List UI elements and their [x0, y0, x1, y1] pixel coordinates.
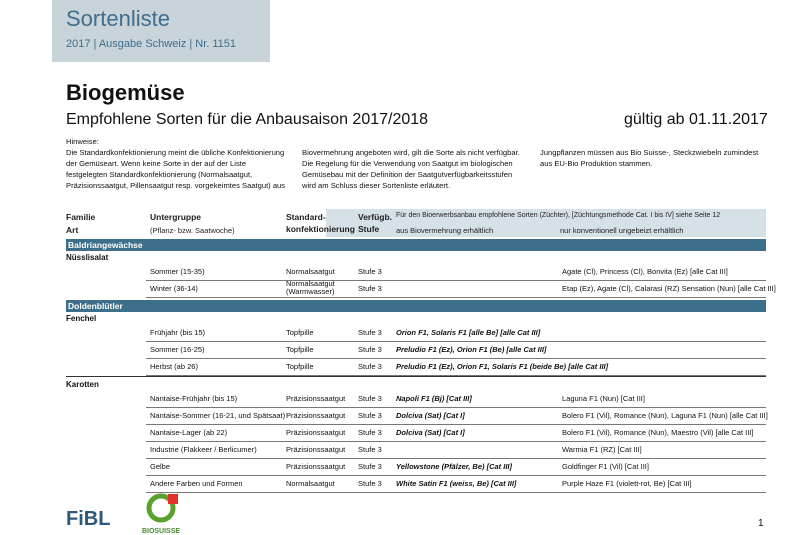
stufe-cell: Stufe 3 — [358, 462, 382, 471]
table-row — [146, 279, 776, 298]
stufe-cell: Stufe 3 — [358, 267, 382, 276]
series-subtitle: 2017 | Ausgabe Schweiz | Nr. 1151 — [66, 38, 237, 50]
bio-varieties-cell: Dolciva (Sat) [Cat I] — [396, 411, 465, 420]
konfektionierung-cell: Normalsaatgut — [286, 479, 335, 488]
stufe-cell: Stufe 3 — [358, 328, 382, 337]
notes-col1 — [66, 136, 288, 191]
art-label: Karotten — [66, 380, 99, 389]
konv-varieties-cell: Agate (Cl), Princess (Cl), Bonvita (Ez) [alle Cat III] — [562, 267, 728, 276]
konfektionierung-cell: Präzisionssaatgut — [286, 462, 346, 471]
table-row — [146, 342, 766, 359]
bio-varieties-cell: Napoli F1 (Bj) [Cat III] — [396, 394, 472, 403]
konfektionierung-cell: Normalsaatgut — [286, 267, 335, 276]
untergruppe-cell: Nantaise-Lager (ab 22) — [150, 428, 228, 437]
th-untergruppe-sub: (Pflanz- bzw. Saatwoche) — [150, 226, 235, 235]
notes-col3: Jungpflanzen müssen aus Bio Suisse-, Steckzwiebeln zumindest aus EU-Bio Produktion stammen. — [540, 148, 759, 168]
konfektionierung-cell: Präzisionssaatgut — [286, 428, 346, 437]
konv-varieties-cell: Bolero F1 (Vil), Romance (Nun), Laguna F1 (Nun) [alle Cat III] — [562, 411, 768, 420]
table-row — [146, 264, 766, 281]
untergruppe-cell: Sommer (15-35) — [150, 267, 205, 276]
untergruppe-cell: Herbst (ab 26) — [150, 362, 198, 371]
konv-varieties-cell: Purple Haze F1 (violett-rot, Be) [Cat III] — [562, 479, 692, 488]
stufe-cell: Stufe 3 — [358, 345, 382, 354]
bio-varieties-cell: Yellowstone (Pfälzer, Be) [Cat III] — [396, 462, 512, 471]
konfektionierung-cell: Normalsaatgut (Warmwasser) — [286, 279, 335, 296]
bud-icon — [134, 493, 188, 523]
page-subtitle: Empfohlene Sorten für die Anbausaison 2017/2018 — [66, 111, 429, 128]
valid-date: gültig ab 01.11.2017 — [624, 111, 768, 128]
bio-varieties-cell: Dolciva (Sat) [Cat I] — [396, 428, 465, 437]
notes-col2: Biovermehrung angeboten wird, gilt die Sorte als nicht verfügbar. Die Regelung für die Verwendung von Saatgut im biologischen Gemüsebau mit der Definition der Saatgutverfügbarkeitsstufen wird am Schluss dieser Sortenliste erläutert. — [302, 148, 520, 190]
bio-varieties-cell: Orion F1, Solaris F1 [alle Be] [alle Cat III] — [396, 328, 541, 337]
stufe-cell: Stufe 3 — [358, 479, 382, 488]
stufe-cell: Stufe 3 — [358, 394, 382, 403]
table-row — [146, 476, 766, 493]
stufe-cell: Stufe 3 — [358, 411, 382, 420]
th-empfohlen: Für den Bioerwerbsanbau empfohlene Sorten (Züchter), [Züchtungsmethode Cat. I bis IV] siehe Seite 12 — [396, 212, 721, 219]
biosuisse-wordmark: BIOSUISSE — [141, 528, 181, 535]
untergruppe-cell: Frühjahr (bis 15) — [150, 328, 206, 337]
untergruppe-cell: Gelbe — [150, 462, 171, 471]
art-label: Nüsslisalat — [66, 253, 109, 262]
konfektionierung-cell: Präzisionssaatgut — [286, 411, 346, 420]
untergruppe-cell: Sommer (16-25) — [150, 345, 205, 354]
konv-varieties-cell: Bolero F1 (Vil), Romance (Nun), Maestro (Vil) [alle Cat III] — [562, 428, 754, 437]
art-label: Fenchel — [66, 314, 97, 323]
konfektionierung-cell: Präzisionssaatgut — [286, 394, 346, 403]
bio-varieties-cell: White Satin F1 (weiss, Be) [Cat III] — [396, 479, 517, 488]
table-row — [146, 408, 766, 425]
konv-varieties-cell: Etap (Ez), Agate (Cl), Calarasi (RZ) Sensation (Nun) [alle Cat III] — [562, 284, 776, 293]
stufe-cell: Stufe 3 — [358, 362, 382, 371]
th-verfuegb: Verfügb. — [358, 212, 393, 222]
stufe-cell: Stufe 3 — [358, 445, 382, 454]
stufe-cell: Stufe 3 — [358, 284, 382, 293]
bio-varieties-cell: Preludio F1 (Ez), Orion F1, Solaris F1 (beide Be) [alle Cat III] — [396, 362, 609, 371]
page-title: Biogemüse — [66, 80, 185, 105]
untergruppe-cell: Nantaise-Frühjahr (bis 15) — [150, 394, 238, 403]
biosuisse-logo — [134, 493, 188, 533]
konfektionierung-cell: Topfpille — [286, 362, 314, 371]
konv-varieties-cell: Goldfinger F1 (Vil) [Cat III] — [562, 462, 649, 471]
th-bio: aus Biovermehrung erhältlich — [396, 226, 494, 235]
family-divider — [66, 376, 766, 377]
th-stufe: Stufe — [358, 224, 380, 234]
untergruppe-cell: Winter (36-14) — [150, 284, 198, 293]
family-header: Baldriangewächse — [66, 239, 766, 251]
th-familie: Familie — [66, 212, 96, 222]
th-untergruppe: Untergruppe — [150, 212, 201, 222]
table-row — [146, 325, 766, 342]
notes-heading: Hinweise: — [66, 137, 99, 146]
table-row — [146, 425, 766, 442]
th-standard2: konfektionierung — [286, 224, 355, 234]
untergruppe-cell: Nantaise-Sommer (16-21, und Spätsaat) — [150, 411, 286, 420]
konfektionierung-cell: Topfpille — [286, 328, 314, 337]
untergruppe-cell: Industrie (Flakkeer / Berlicumer) — [150, 445, 257, 454]
konfektionierung-cell: Präzisionssaatgut — [286, 445, 346, 454]
th-konv: nur konventionell ungebeizt erhältlich — [560, 226, 684, 235]
konfektionierung-cell: Topfpille — [286, 345, 314, 354]
table-row — [146, 442, 766, 459]
stufe-cell: Stufe 3 — [358, 428, 382, 437]
series-header-box — [52, 0, 270, 62]
th-art: Art — [66, 225, 79, 235]
konv-varieties-cell: Warmia F1 (RZ) [Cat III] — [562, 445, 642, 454]
notes-text1: Die Standardkonfektionierung meint die übliche Konfektionierung der Gemüseart. Wenn keine Sorte in der auf der Liste festgelegten Standardkonfektionierung (Normalsaatgut, Präzisionssaatgut, Pillensaatgut resp. vorgekeimtes Saatgut) aus — [66, 148, 286, 190]
series-title: Sortenliste — [66, 6, 170, 31]
th-standard: Standard- — [286, 212, 326, 222]
page-number: 1 — [758, 518, 764, 529]
table-row — [146, 359, 766, 376]
table-row — [146, 391, 766, 408]
untergruppe-cell: Andere Farben und Formen — [150, 479, 243, 488]
konv-varieties-cell: Laguna F1 (Nun) [Cat III] — [562, 394, 645, 403]
fibl-logo: FiBL — [66, 508, 111, 530]
table-row — [146, 459, 766, 476]
family-header: Doldenblütler — [66, 300, 766, 312]
bio-varieties-cell: Preludio F1 (Ez), Orion F1 (Be) [alle Cat III] — [396, 345, 547, 354]
